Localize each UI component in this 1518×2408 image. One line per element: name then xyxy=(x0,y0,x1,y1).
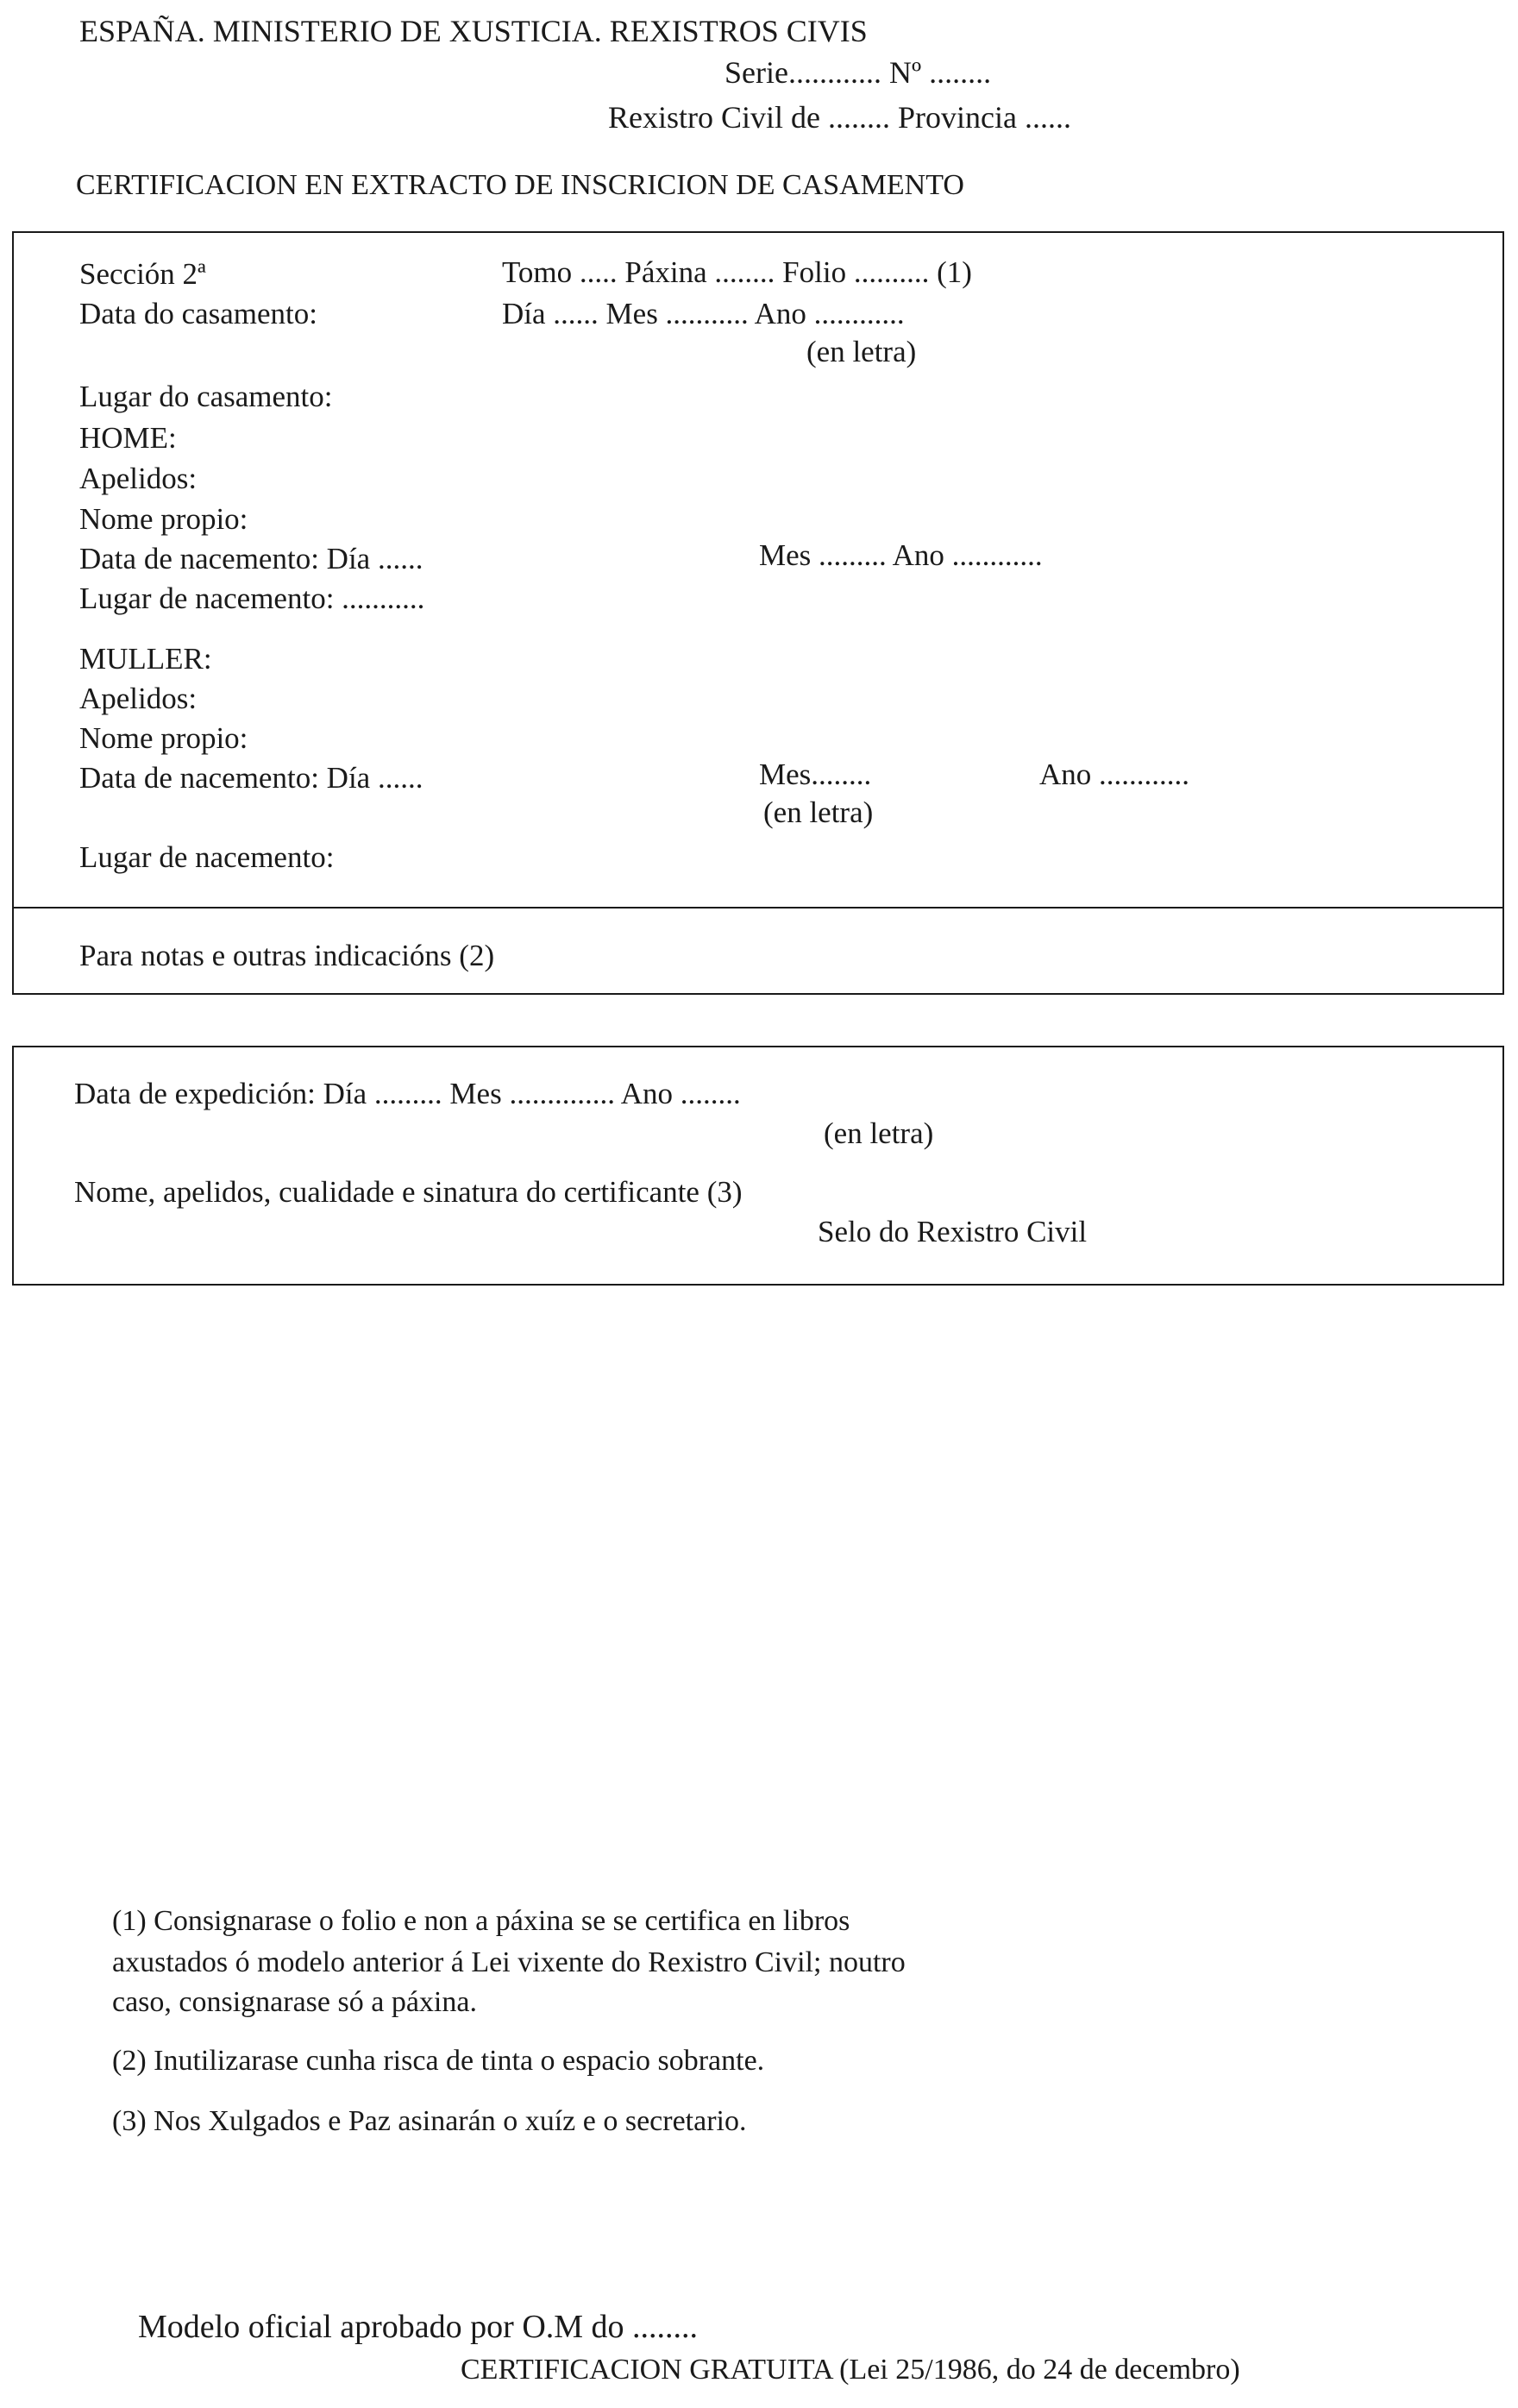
home-apelidos-label: Apelidos: xyxy=(79,462,198,495)
footnote-2: (2) Inutilizarase cunha risca de tinta o espacio sobrante. xyxy=(112,2045,765,2077)
tomo-paxina-folio: Tomo ..... Páxina ........ Folio .......... (1) xyxy=(502,255,972,289)
modelo-oficial: Modelo oficial aprobado por O.M do ........ xyxy=(138,2309,699,2345)
home-label: HOME: xyxy=(79,421,177,455)
expedition-en-letra: (en letra) xyxy=(824,1116,934,1150)
footnote-1-line-2: axustados ó modelo anterior á Lei vixente do Rexistro Civil; noutro xyxy=(112,1946,906,1978)
footnote-3: (3) Nos Xulgados e Paz asinarán o xuíz e o secretario. xyxy=(112,2105,747,2137)
notas-divider xyxy=(12,907,1504,909)
seccion-label xyxy=(79,259,206,289)
certificante-label: Nome, apelidos, cualidade e sinatura do certificante (3) xyxy=(74,1175,743,1209)
seccion-text: Sección 2ª xyxy=(79,257,206,291)
lugar-casamento-label: Lugar do casamento: xyxy=(79,380,333,413)
selo-label: Selo do Rexistro Civil xyxy=(818,1215,1088,1248)
footnote-1-line-1: (1) Consignarase o folio e non a páxina se se certifica en libros xyxy=(112,1905,850,1937)
muller-apelidos-label: Apelidos: xyxy=(79,682,198,715)
footnote-1-line-3: caso, consignarase só a páxina. xyxy=(112,1986,477,2018)
muller-label: MULLER: xyxy=(79,642,212,676)
home-data-nacemento: Data de nacemento: Día ...... xyxy=(79,542,423,575)
muller-lugar-nacemento: Lugar de nacemento: xyxy=(79,840,335,874)
en-letra-note-2: (en letra) xyxy=(763,795,874,829)
registry-field: Rexistro Civil de ........ Provincia ...... xyxy=(608,100,1071,135)
home-mes-ano: Mes ......... Ano ............ xyxy=(759,538,1043,572)
serie-field: Serie............ Nº ........ xyxy=(724,55,992,90)
document-title: CERTIFICACION EN EXTRACTO DE INSCRICION DE CASAMENTO xyxy=(76,169,964,201)
muller-ano: Ano ............ xyxy=(1039,758,1190,791)
muller-mes: Mes........ xyxy=(759,758,872,791)
home-nome-label: Nome propio: xyxy=(79,502,248,536)
ministry-heading: ESPAÑA. MINISTERIO DE XUSTICIA. REXISTROS CIVIS xyxy=(79,14,868,48)
data-casamento-fields: Día ...... Mes ........... Ano ............ xyxy=(502,297,905,330)
en-letra-note: (en letra) xyxy=(806,335,917,368)
muller-data-nacemento: Data de nacemento: Día ...... xyxy=(79,761,423,795)
data-expedicion: Data de expedición: Día ......... Mes .............. Ano ........ xyxy=(74,1077,741,1110)
home-lugar-nacemento: Lugar de nacemento: ........... xyxy=(79,582,425,615)
data-casamento-label: Data do casamento: xyxy=(79,297,318,330)
notas-label: Para notas e outras indicacións (2) xyxy=(79,939,495,972)
muller-nome-label: Nome propio: xyxy=(79,721,248,755)
certificacion-gratuita: CERTIFICACION GRATUITA (Lei 25/1986, do 24 de decembro) xyxy=(461,2354,1240,2386)
